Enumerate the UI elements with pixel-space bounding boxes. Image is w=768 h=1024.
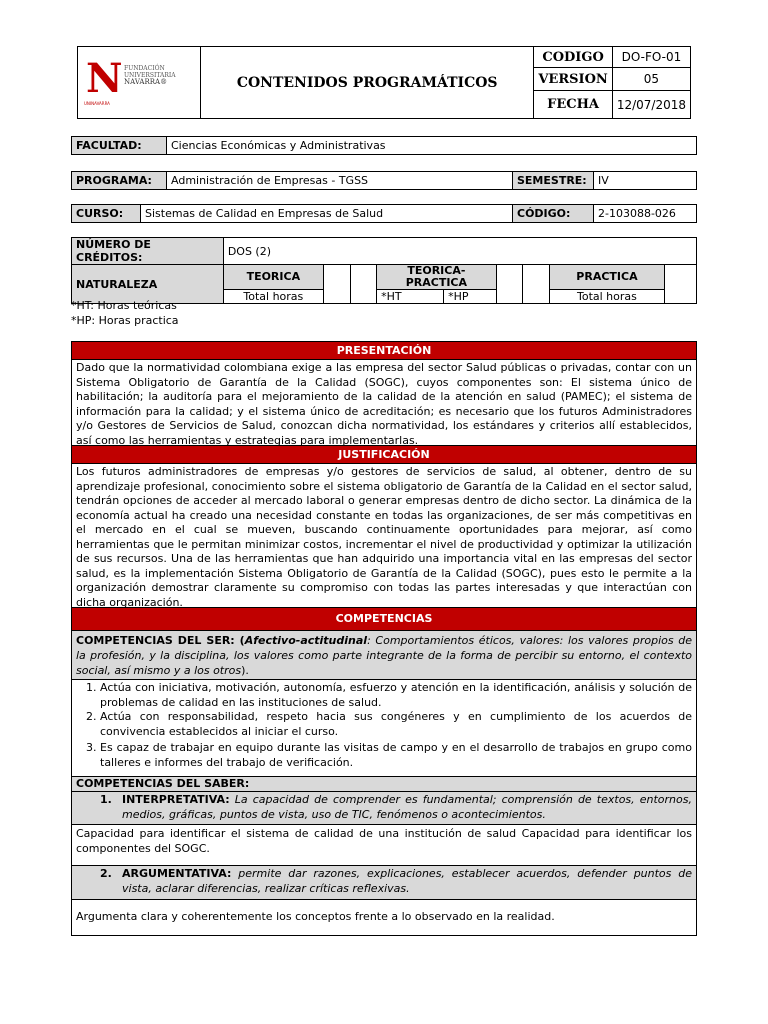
curso-table (71, 204, 697, 223)
semestre-value: IV (594, 172, 697, 190)
logo-letter: N (86, 54, 123, 102)
teorica-header: TEORICA (223, 265, 323, 290)
programa-value: Administración de Empresas - TGSS (167, 172, 513, 190)
codigo-value: DO-FO-01 (612, 47, 690, 68)
competencias-ser-header: COMPETENCIAS DEL SER: (Afectivo-actitudinal: Comportamientos éticos, valores: los valores propios de la profesión, y la disciplina, los valores como parte integrante de la forma de percibir su entorno, el contexto social, así mismo y a los otros). (72, 630, 696, 679)
interpretativa-number: 1. (100, 793, 112, 806)
competencias-saber-header: COMPETENCIAS DEL SABER: (72, 776, 696, 791)
ser-item-3: 3. Es capaz de trabajar en equipo durante las visitas de campo y en el desarrollo de trabajos en grupo como talleres e informes del trabajo de verificación. (100, 741, 692, 770)
interpretativa-label: INTERPRETATIVA: (122, 793, 230, 806)
argumentativa-label: ARGUMENTATIVA: (122, 867, 232, 880)
practica-total-horas: Total horas (549, 290, 664, 304)
argumentativa-number: 2. (100, 867, 112, 880)
university-logo (80, 53, 198, 113)
competencias-section (71, 607, 697, 936)
facultad-table (71, 136, 697, 155)
practica-header: PRACTICA (549, 265, 664, 290)
argumentativa-row (72, 865, 696, 899)
note-ht: *HT: Horas teóricas (71, 299, 177, 312)
codigo-label: CODIGO (534, 47, 612, 68)
programa-table (71, 171, 697, 190)
hours-notes (71, 298, 179, 328)
logo-tag: UNINAVARRA (84, 100, 110, 106)
version-label: VERSION (534, 68, 612, 91)
hp-cell: *HP (444, 290, 497, 304)
semestre-label: SEMESTRE: (513, 172, 594, 190)
creditos-value: DOS (2) (223, 238, 696, 265)
fecha-value: 12/07/2018 (612, 91, 690, 119)
curso-label: CURSO: (72, 205, 141, 223)
teorica-practica-header: TEORICA-PRACTICA (377, 265, 496, 290)
presentacion-title: PRESENTACIÓN (72, 342, 696, 359)
competencias-ser-list (72, 679, 696, 776)
document-title: CONTENIDOS PROGRAMÁTICOS (201, 47, 534, 119)
logo-text: FUNDACIÓN UNIVERSITARIA NAVARRA® (124, 64, 176, 86)
logo-cell (78, 47, 201, 119)
presentacion-text: Dado que la normatividad colombiana exige a las empresa del sector Salud públicas o privadas, contar con un Sistema Obligatorio de Garantía de la Calidad (SOGC), cuyos componentes son: El sistema único de habilitación; la auditoría para el mejoramiento de la calidad de la atención en salud (PAMEC); el sistema de información para la calidad; y el sistema único de acreditación; es necesario que los futuros Administradores y/o Gestores de Servicios de Salud, conozcan dicha normatividad, los estándares y criterios allí establecidos, así como las herramientas y estrategias para implementarlas. (72, 359, 696, 449)
argumentativa-text: permite dar razones, explicaciones, establecer acuerdos, defender puntos de vista, aclarar diferencias, realizar críticas reflexivas. (122, 867, 693, 895)
interpretativa-row (72, 791, 696, 824)
argumentativa-description: Argumenta clara y coherentemente los conceptos frente a lo observado en la realidad. (72, 899, 696, 935)
programa-label: PROGRAMA: (72, 172, 167, 190)
ser-item-2: 2. Actúa con responsabilidad, respeto hacia sus congéneres y en cumplimiento de los acuerdos de convivencia establecidos al iniciar el curso. (100, 710, 692, 739)
justificacion-title: JUSTIFICACIÓN (72, 446, 696, 463)
creditos-table (71, 237, 697, 304)
interpretativa-text: La capacidad de comprender es fundamental; comprensión de textos, entornos, medios, gráficas, puntos de vista, uso de TIC, fenómenos o acontecimientos. (122, 793, 692, 821)
facultad-value: Ciencias Económicas y Administrativas (167, 137, 697, 155)
presentacion-section (71, 341, 697, 450)
interpretativa-description: Capacidad para identificar el sistema de calidad de una institución de salud Capacidad para identificar los componentes del SOGC. (72, 824, 696, 865)
ser-item-1: 1. Actúa con iniciativa, motivación, autonomía, esfuerzo y atención en la identificación, análisis y solución de problemas de calidad en las instituciones de salud. (100, 681, 692, 710)
curso-value: Sistemas de Calidad en Empresas de Salud (141, 205, 513, 223)
curso-codigo-value: 2-103088-026 (594, 205, 697, 223)
fecha-label: FECHA (534, 91, 612, 119)
naturaleza-label: NATURALEZA (72, 265, 224, 304)
creditos-label: NÚMERO DE CRÉDITOS: (72, 238, 224, 265)
version-value: 05 (612, 68, 690, 91)
ht-cell: *HT (377, 290, 444, 304)
header-table (77, 46, 691, 119)
curso-codigo-label: CÓDIGO: (513, 205, 594, 223)
facultad-label: FACULTAD: (72, 137, 167, 155)
competencias-title: COMPETENCIAS (72, 608, 696, 630)
justificacion-section (71, 445, 697, 612)
teorica-total-horas: Total horas (223, 290, 323, 304)
justificacion-text: Los futuros administradores de empresas y/o gestores de servicios de salud, al obtener, dentro de su aprendizaje profesional, conocimiento sobre el sistema obligatorio de Garantía de la Calidad en el sector salud, tendrán opciones de acceder al mercado laboral o generar empresas dentro de dicho sector. La dinámica de la economía actual ha creado una necesidad constante en todas las organizaciones, de ser más competitivas en el mercado en el cual se mueven, buscando continuamente oportunidades para mejorar, así como herramientas que le permitan minimizar costos, incrementar el nivel de productividad y optimizar la utilización de sus recursos. Una de las herramientas que han adquirido una importancia vital en las empresas del sector salud, es la implementación Sistema Obligatorio de Garantía de la Calidad (SOGC), pues esto le permite a la organización demostrar claramente su compromiso con todas las partes interesadas y que interactúan con dicha organización. (72, 463, 696, 611)
note-hp: *HP: Horas practica (71, 314, 179, 327)
